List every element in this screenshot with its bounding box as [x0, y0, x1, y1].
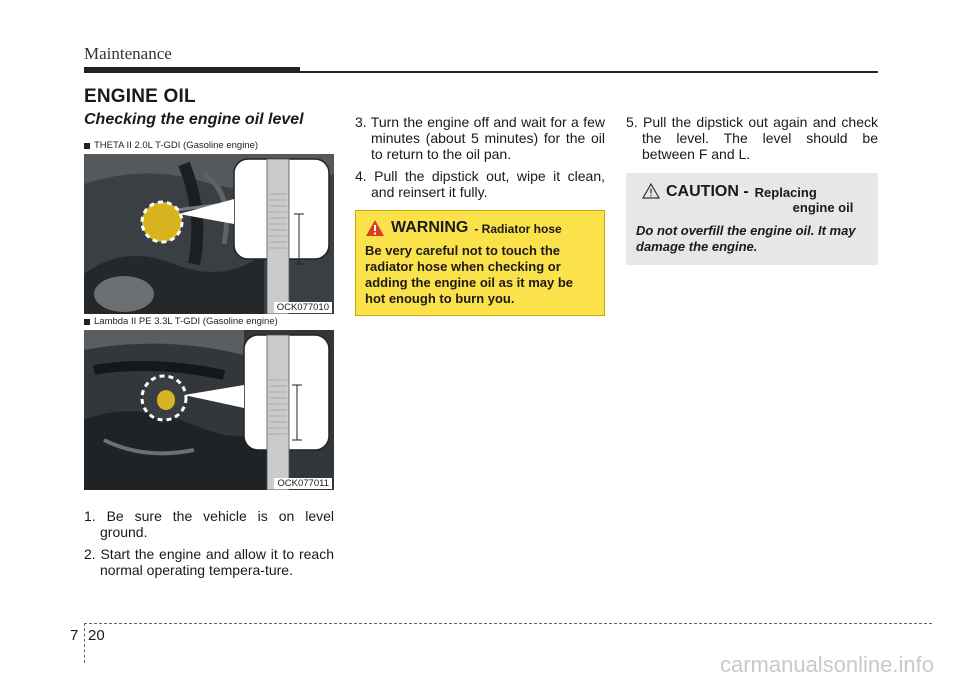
chapter-number: 7	[70, 627, 79, 644]
step-item: 3. Turn the engine off and wait for a few minutes (about 5 minutes) for the oil to return to the oil pan.	[355, 114, 605, 162]
engine-photo	[84, 154, 334, 314]
warning-subject: - Radiator hose	[474, 222, 562, 236]
figure-code: OCK077010	[274, 302, 332, 313]
page-title: ENGINE OIL	[84, 86, 196, 107]
step-item: 5. Pull the dipstick out again and check the level. The level should be between F and L.	[626, 114, 878, 162]
caution-label: CAUTION -	[666, 183, 749, 200]
engine-illustration	[84, 330, 334, 490]
steps-column-1	[84, 508, 334, 584]
warning-triangle-icon	[365, 219, 385, 237]
warning-label: WARNING	[391, 219, 469, 236]
steps-column-3	[626, 114, 878, 168]
warning-title	[365, 219, 595, 237]
caution-subject-line1: Replacing	[754, 185, 817, 200]
figure-code: OCK077011	[274, 478, 332, 489]
watermark: carmanualsonline.info	[719, 652, 934, 677]
footer-rule	[84, 623, 932, 624]
page-number: 20	[88, 627, 105, 644]
caution-body: Do not overfill the engine oil. It may damage the engine.	[636, 223, 856, 254]
figure-caption	[84, 316, 278, 327]
section-header: Maintenance	[84, 44, 172, 63]
figure-caption	[84, 140, 258, 151]
bullet-square-icon	[84, 319, 90, 325]
subsection-title: Checking the engine oil level	[84, 111, 304, 128]
caution-subject-line2: engine oil	[792, 200, 854, 215]
caution-subject	[755, 185, 854, 215]
engine-photo	[84, 330, 334, 490]
step-item: 1. Be sure the vehicle is on level ground.	[84, 508, 334, 540]
caution-triangle-icon	[642, 183, 660, 199]
bullet-square-icon	[84, 143, 90, 149]
steps-column-2	[355, 114, 605, 206]
engine-illustration	[84, 154, 334, 314]
warning-box	[355, 210, 605, 316]
figure-caption-text: THETA II 2.0L T-GDI (Gasoline engine)	[94, 140, 259, 151]
caution-title	[642, 183, 868, 215]
figure-caption-text: Lambda II PE 3.3L T-GDI (Gasoline engine)	[94, 316, 278, 327]
step-item: 2. Start the engine and allow it to reach normal operating tempera-ture.	[84, 546, 334, 578]
step-item: 4. Pull the dipstick out, wipe it clean, and reinsert it fully.	[355, 168, 605, 200]
warning-body: Be very careful not to touch the radiator hose when checking or adding the engine oil as it may be hot enough to burn you.	[365, 243, 574, 306]
footer-vertical-rule	[84, 623, 85, 663]
caution-box	[626, 173, 878, 265]
header-rule	[84, 71, 878, 73]
